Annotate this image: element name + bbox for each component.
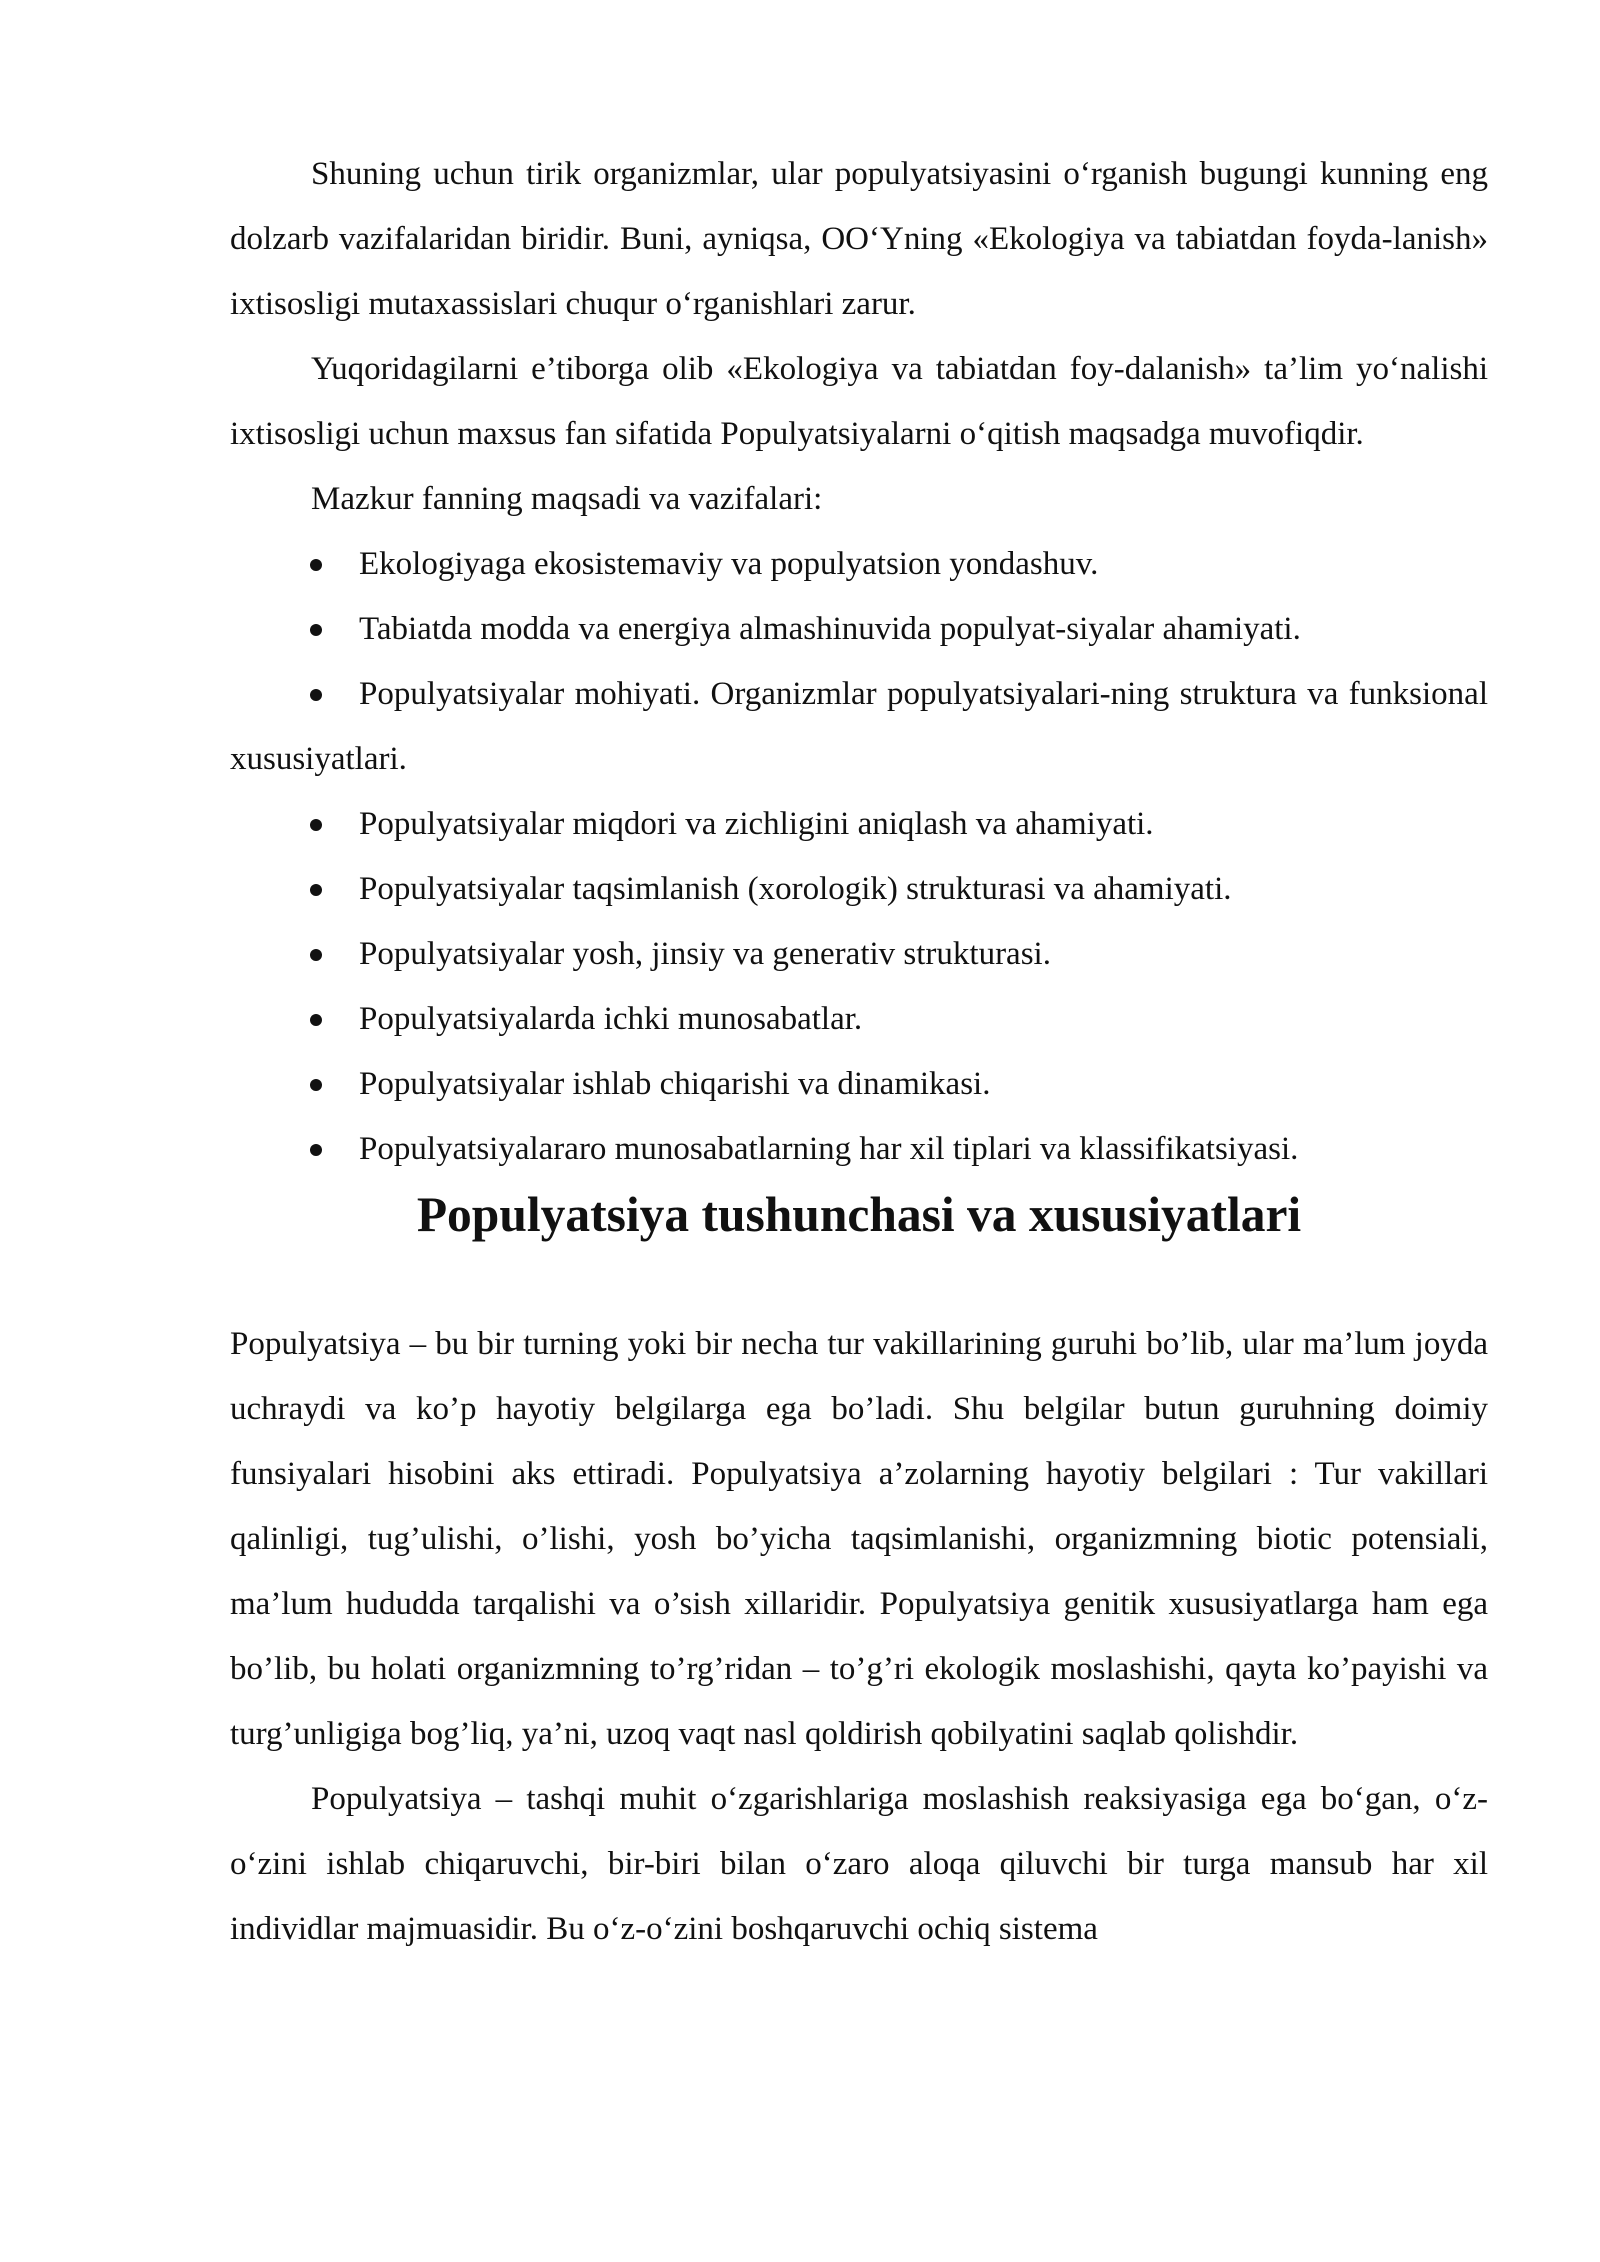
intro-paragraph-1: Shuning uchun tirik organizmlar, ular populyatsiyasini o‘rganish bugungi kunning eng dolzarb vazifalaridan biridir. Buni, ayniqsa, OO‘Yning «Ekologiya va tabiatdan foyda-lanish» ixtisosligi mutaxassislari chuqur o‘rganishlari zarur. bbox=[230, 156, 1488, 322]
bullet-icon bbox=[310, 1144, 322, 1156]
list-item bbox=[230, 662, 1488, 792]
section-paragraph-2: Populyatsiya – tashqi muhit o‘zgarishlariga moslashish reaksiyasiga ega bo‘gan, o‘z-o‘zini ishlab chiqaruvchi, bir-biri bilan o‘zaro aloqa qiluvchi bir turga mansub har xil individlar majmuasidir. Bu o‘z-o‘zini boshqaruvchi ochiq sistema bbox=[230, 1781, 1488, 1947]
bullet-icon bbox=[310, 1014, 322, 1026]
section-paragraph-1: Populyatsiya – bu bir turning yoki bir necha tur vakillarining guruhi bo’lib, ular ma’lum joyda uchraydi va ko’p hayotiy belgilarga ega bo’ladi. Shu belgilar butun guruhning doimiy funsiyalari hisobini aks ettiradi. Populyatsiya a’zolarning hayotiy belgilari : Tur vakillari qalinligi, tug’ulishi, o’lishi, yosh bo’yicha taqsimlanishi, organizmning biotic potensiali, ma’lum hududda tarqalishi va o’sish xillaridir. Populyatsiya genitik xususiyatlarga ham ega bo’lib, bu holati organizmning to’rg’ridan – to’g’ri ekologik moslashishi, qayta ko’payishi va turg’unligiga bog’liq, ya’ni, uzoq vaqt nasl qoldirish qobilyatini saqlab qolishdir. bbox=[230, 1326, 1488, 1752]
bullet-icon bbox=[310, 819, 322, 831]
document-body bbox=[230, 142, 1488, 1962]
list-item-text: Populyatsiyalar ishlab chiqarishi va dinamikasi. bbox=[359, 1066, 991, 1102]
list-item bbox=[230, 922, 1488, 987]
list-item-text: Ekologiyaga ekosistemaviy va populyatsion yondashuv. bbox=[359, 546, 1099, 582]
list-item bbox=[230, 857, 1488, 922]
intro-paragraph-2: Yuqoridagilarni e’tiborga olib «Ekologiya va tabiatdan foy-dalanish» ta’lim yo‘nalishi ixtisosligi uchun maxsus fan sifatida Populyatsiyalarni o‘qitish maqsadga muvofiqdir. bbox=[230, 351, 1488, 452]
bullet-icon bbox=[310, 624, 322, 636]
list-item-text: Populyatsiyalar yosh, jinsiy va generativ strukturasi. bbox=[359, 936, 1051, 972]
bullet-icon bbox=[310, 1079, 322, 1091]
list-item-text: Tabiatda modda va energiya almashinuvida populyat-siyalar ahamiyati. bbox=[359, 611, 1301, 647]
list-item-text: Populyatsiyalarda ichki munosabatlar. bbox=[359, 1001, 863, 1037]
list-item-text: Populyatsiyalar taqsimlanish (xorologik) strukturasi va ahamiyati. bbox=[359, 871, 1232, 907]
list-item-text: Populyatsiyalar miqdori va zichligini aniqlash va ahamiyati. bbox=[359, 806, 1154, 842]
list-intro: Mazkur fanning maqsadi va vazifalari: bbox=[311, 481, 823, 517]
list-item bbox=[230, 532, 1488, 597]
bullet-icon bbox=[310, 949, 322, 961]
bullet-icon bbox=[310, 689, 322, 701]
list-item bbox=[230, 597, 1488, 662]
list-item bbox=[230, 792, 1488, 857]
objectives-list bbox=[230, 532, 1488, 1182]
blank-line bbox=[230, 1247, 1488, 1312]
list-item-text: Populyatsiyalar mohiyati. Organizmlar populyatsiyalari-ning struktura va funksional xususiyatlari. bbox=[230, 676, 1488, 777]
list-item-text: Populyatsiyalararo munosabatlarning har xil tiplari va klassifikatsiyasi. bbox=[359, 1131, 1299, 1167]
bullet-icon bbox=[310, 559, 322, 571]
bullet-icon bbox=[310, 884, 322, 896]
list-item bbox=[230, 1117, 1488, 1182]
list-item bbox=[230, 987, 1488, 1052]
section-heading: Populyatsiya tushunchasi va xususiyatlari bbox=[416, 1187, 1302, 1242]
list-item bbox=[230, 1052, 1488, 1117]
